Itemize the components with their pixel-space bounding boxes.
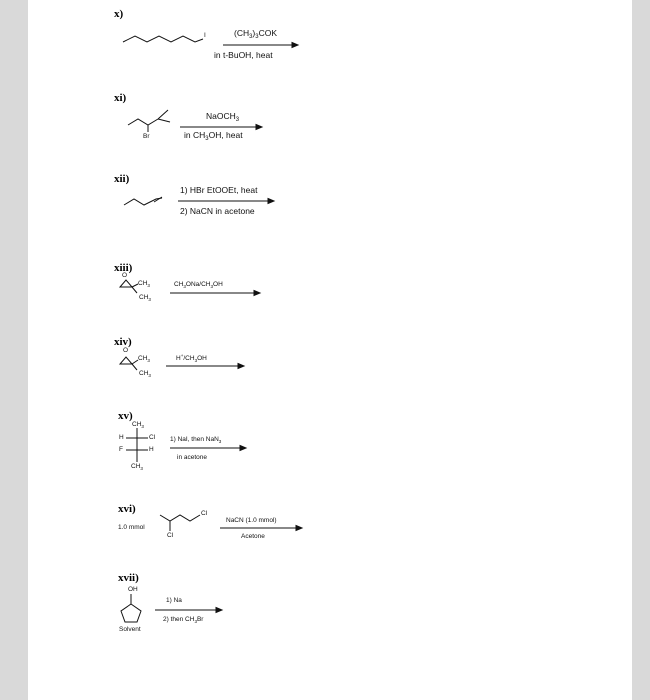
worksheet-page: [28, 0, 632, 700]
top-substituent: $CH_3$: [132, 421, 144, 429]
reagent-line-1: 1) NaI, then NaN$_3$: [170, 436, 222, 444]
problem-label: xv): [118, 410, 133, 422]
reagent-line-2: in $CH_3OH$, heat: [184, 130, 243, 142]
solvent-note: Solvent: [119, 626, 141, 633]
reagent-line-2: in acetone: [177, 454, 207, 461]
reagent-line-2: 2) NaCN in acetone: [180, 206, 255, 216]
reagent-line-2: Acetone: [241, 533, 265, 540]
methyl-group: $CH_3$: [139, 370, 151, 378]
chlorine-atom: Cl: [167, 532, 174, 539]
reagent-line-1: $(CH_3)_3COK$: [234, 28, 277, 40]
right-substituent-2: H: [149, 446, 154, 453]
amount-label: 1.0 mmol: [118, 524, 145, 531]
reagent-line-1: 1) Na: [166, 597, 182, 604]
left-substituent-2: F: [119, 446, 123, 453]
problem-label: x): [114, 8, 124, 20]
hydroxyl-group: OH: [128, 586, 138, 593]
bromine-atom: Br: [143, 133, 150, 140]
right-substituent-1: Cl: [149, 434, 156, 441]
oxygen-atom: O: [122, 272, 128, 279]
methyl-group: $CH_3$: [138, 280, 150, 288]
reagent-line-1: NaCN (1.0 mmol): [226, 517, 277, 524]
problem-label: xiv): [114, 336, 132, 348]
reagent-line-2: in t-BuOH, heat: [214, 50, 273, 60]
iodine-atom: I: [204, 32, 206, 39]
reagent-line-1: $CH_3ONa/CH_3OH$: [174, 281, 223, 289]
chlorine-atom: Cl: [201, 510, 208, 517]
reagent-line-1: $H^+/CH_3OH$: [176, 352, 207, 363]
left-substituent-1: H: [119, 434, 124, 441]
reagent-line-1: 1) HBr EtOOEt, heat: [180, 185, 258, 195]
problem-label: xvii): [118, 572, 139, 584]
methyl-group: $CH_3$: [139, 294, 151, 302]
bottom-substituent: $CH_3$: [131, 463, 143, 471]
problem-label: xvi): [118, 503, 136, 515]
reagent-line-1: NaOCH$_3$: [206, 111, 240, 123]
oxygen-atom: O: [123, 347, 129, 354]
problem-label: xi): [114, 92, 127, 104]
cyclopentanol-structure: [28, 0, 632, 700]
methyl-group: $CH_3$: [138, 355, 150, 363]
problem-label: xiii): [114, 262, 133, 274]
reagent-line-2: 2) then $CH_3Br$: [163, 616, 204, 624]
problem-label: xii): [114, 173, 130, 185]
